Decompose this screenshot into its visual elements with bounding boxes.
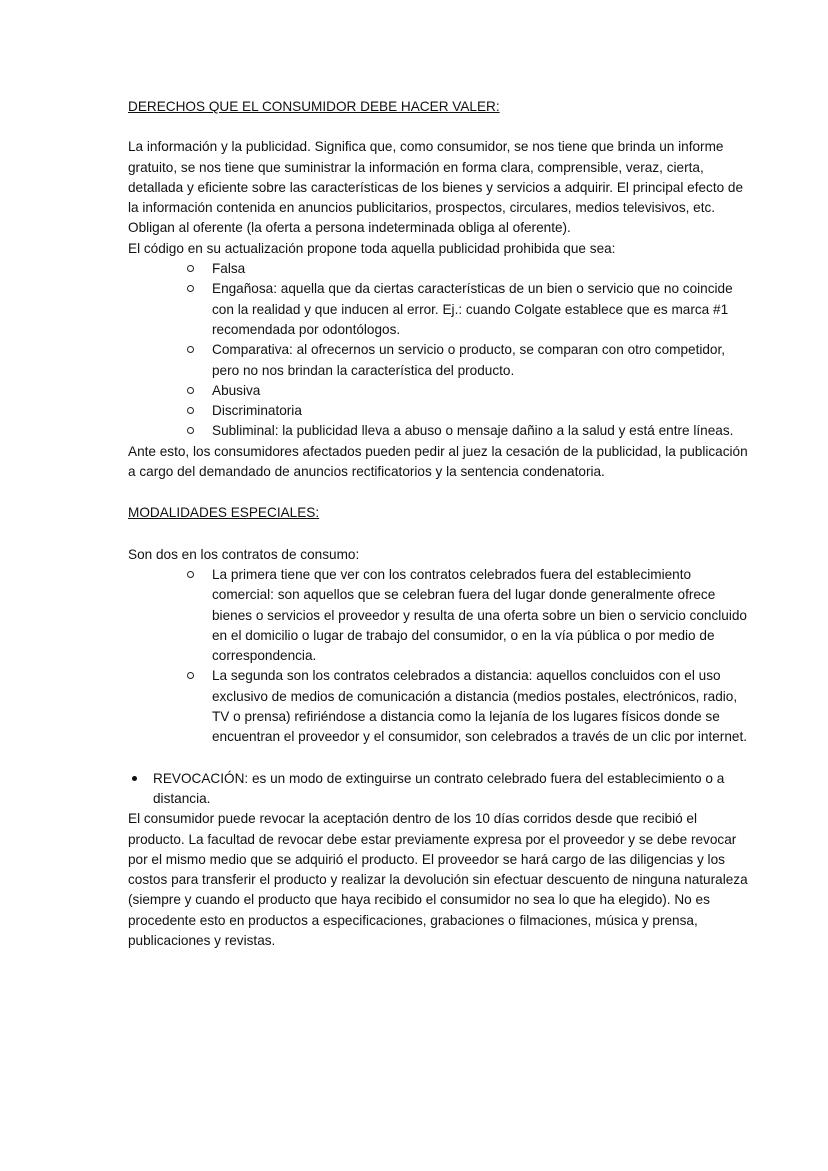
circle-bullet-icon: [187, 421, 194, 441]
list-item-text: Subliminal: la publicidad lleva a abuso o mensaje dañino a la salud y está entre líneas.: [212, 423, 734, 439]
paragraph-revocar: El consumidor puede revocar la aceptación dentro de los 10 días corridos desde que recibió el producto. La facultad de revocar debe estar previamente expresa por el proveedor y se debe revocar por el mismo medio que se adquirió el producto. El proveedor se hará cargo de las diligencias y los costos para transferir el producto y realizar la devolución sin efectuar descuento de ninguna naturaleza (siempre y cuando el producto que haya recibido el consumidor no sea lo que ha elegido). No es procedente esto en productos a especificaciones, grabaciones o filmaciones, música y prensa, publicaciones y revistas.: [128, 811, 748, 948]
heading-modalidades: MODALIDADES ESPECIALES:: [128, 505, 320, 521]
circle-bullet-icon: [187, 565, 194, 585]
circle-bullet-icon: [187, 401, 194, 421]
publicidad-list: [128, 259, 748, 442]
revocacion-list: [128, 769, 748, 810]
list-item: [212, 421, 748, 441]
list-item-text: Engañosa: aquella que da ciertas características de un bien o servicio que no coincide con la realidad y que inducen al error. Ej.: cuando Colgate establece que es marca #1 recomendada por odontólogos.: [212, 281, 733, 337]
list-item: [212, 381, 748, 401]
list-item-text: Discriminatoria: [212, 403, 302, 419]
list-item: [212, 565, 748, 666]
list-item-text: La primera tiene que ver con los contratos celebrados fuera del establecimiento comercial: son aquellos que se celebran fuera del lugar donde generalmente ofrece bienes o servicios el proveedor y resulta de una oferta sobre un bien o servicio concluido en el domicilio o lugar de trabajo del consumidor, o en la vía pública o por medio de correspondencia.: [212, 566, 747, 664]
heading-derechos: DERECHOS QUE EL CONSUMIDOR DEBE HACER VALER:: [128, 99, 500, 114]
circle-bullet-icon: [187, 666, 194, 686]
list-item-text: Falsa: [212, 261, 246, 277]
list-item: [153, 769, 748, 810]
paragraph-son-dos: Son dos en los contratos de consumo:: [128, 546, 360, 562]
circle-bullet-icon: [187, 279, 194, 299]
list-item: [212, 279, 748, 340]
circle-bullet-icon: [187, 381, 194, 401]
circle-bullet-icon: [187, 340, 194, 360]
modalidades-list: [128, 565, 748, 748]
list-item-text: REVOCACIÓN: es un modo de extinguirse un contrato celebrado fuera del establecimiento o a distancia.: [153, 770, 725, 806]
list-item-text: Comparativa: al ofrecernos un servicio o producto, se comparan con otro competidor, pero no nos brindan la característica del producto.: [212, 342, 726, 378]
list-item: [212, 340, 748, 381]
list-item: [212, 401, 748, 421]
list-item: [212, 259, 748, 279]
paragraph-codigo: El código en su actualización propone toda aquella publicidad prohibida que sea:: [128, 240, 616, 256]
paragraph-ante-esto: Ante esto, los consumidores afectados pueden pedir al juez la cesación de la publicidad, la publicación a cargo del demandado de anuncios rectificatorios y la sentencia condenatoria.: [128, 443, 748, 480]
disc-bullet-icon: [132, 769, 137, 789]
list-item-text: Abusiva: [212, 382, 261, 398]
list-item-text: La segunda son los contratos celebrados a distancia: aquellos concluidos con el uso exclusivo de medios de comunicación a distancia (medios postales, electrónicos, radio, TV o prensa) refiriéndose a distancia como la lejanía de los lugares físicos donde se encuentran el proveedor y el consumidor, son celebrados a través de un clic por internet.: [212, 668, 747, 745]
paragraph-informacion: La información y la publicidad. Significa que, como consumidor, se nos tiene que brinda un informe gratuito, se nos tiene que suministrar la información en forma clara, comprensible, veraz, cierta, detallada y eficiente sobre las características de los bienes y servicios a adquirir. El principal efecto de la información contenida en anuncios publicitarios, prospectos, circulares, medios televisivos, etc. Obligan al oferente (la oferta a persona indeterminada obliga al oferente).: [128, 139, 744, 236]
circle-bullet-icon: [187, 259, 194, 279]
list-item: [212, 666, 748, 747]
